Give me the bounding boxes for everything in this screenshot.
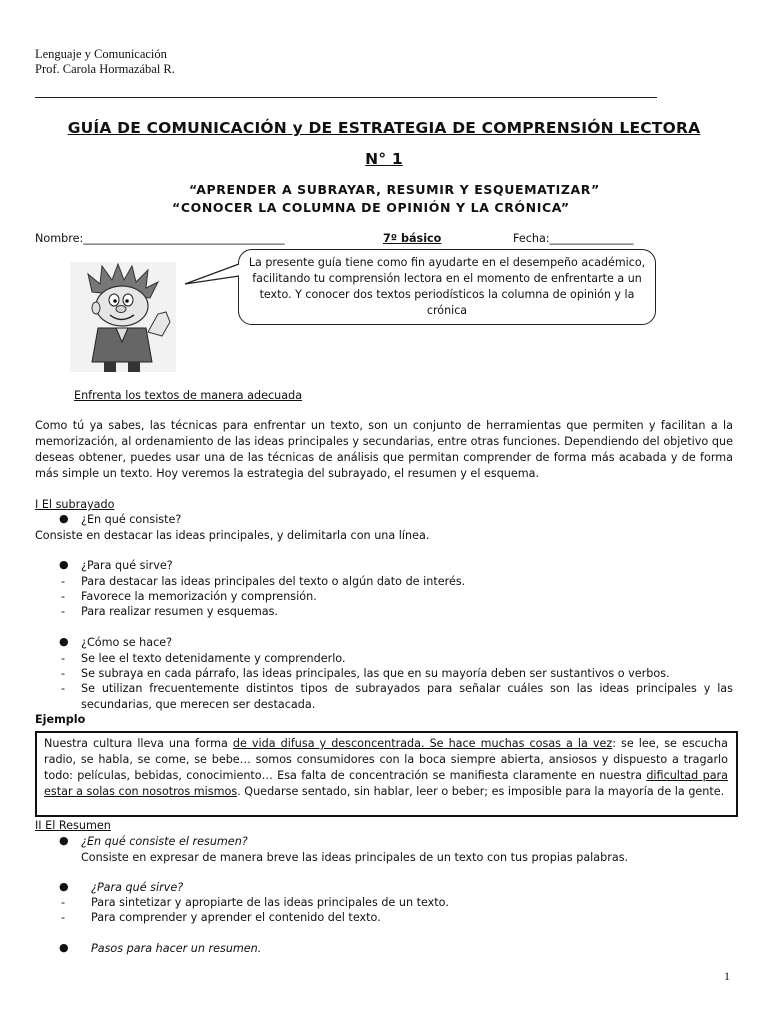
s1-use-2: Favorece la memorización y comprensión. xyxy=(81,590,317,603)
section-1-heading: I El subrayado xyxy=(35,498,115,511)
guide-number: N° 1 xyxy=(365,150,403,168)
underlined-phrase-2: dificultad para estar a solas con nosotros mismos xyxy=(44,769,728,798)
s2-question-1: ¿En qué consiste el resumen? xyxy=(81,835,248,848)
subtitle-2: “CONOCER LA COLUMNA DE OPINIÓN Y LA CRÓNICA” xyxy=(172,200,570,215)
name-field-label: Nombre:____________________________________ xyxy=(35,232,285,245)
s1-use-3: Para realizar resumen y esquemas. xyxy=(81,605,278,618)
bullet-icon: ● xyxy=(59,834,69,847)
s1-question-3: ¿Cómo se hace? xyxy=(81,636,173,649)
bullet-icon: ● xyxy=(59,512,69,525)
teacher-line: Prof. Carola Hormazábal R. xyxy=(35,62,175,76)
s2-question-2: ¿Para qué sirve? xyxy=(91,881,184,894)
speech-bubble-text: La presente guía tiene como fin ayudarte en el desempeño académico, facilitando tu comprensión lectora en el momento de enfrentarte a un texto. Y conocer dos textos periodísticos la columna de opinión y la crónica xyxy=(248,256,646,317)
cartoon-boy-illustration xyxy=(70,262,176,372)
s1-step-3: Se utilizan frecuentemente distintos tipos de subrayados para señalar cuáles son las ideas principales y las secundarias, que merecen ser destacada. xyxy=(81,682,733,711)
dash-icon: - xyxy=(61,605,66,618)
s2-answer-1: Consiste en expresar de manera breve las ideas principales de un texto con tus propias palabras. xyxy=(81,851,629,864)
s2-use-1: Para sintetizar y apropiarte de las ideas principales de un texto. xyxy=(91,896,449,909)
dash-icon: - xyxy=(61,575,66,588)
grade-label: 7º básico xyxy=(383,232,442,245)
dash-icon: - xyxy=(61,667,66,680)
subtitle-1: “APRENDER A SUBRAYAR, RESUMIR Y ESQUEMATIZAR” xyxy=(189,182,600,197)
s2-question-3: Pasos para hacer un resumen. xyxy=(91,942,262,955)
page-number: 1 xyxy=(724,969,730,983)
s1-question-1: ¿En qué consiste? xyxy=(81,513,182,526)
date-field-label: Fecha:_______________ xyxy=(513,232,634,245)
example-text: Nuestra cultura lleva una forma de vida difusa y desconcentrada. Se hace muchas cosas a la vez: se lee, se escucha radio, se habla, se come, se bebe… somos consumidores con la boca siempre abierta, ansiosos y dispuesto a tragarlo todo: películas, bebidas, conocimiento… Esa falta de concentración se manifiesta claramente en nuestra dificultad para estar a solas con nosotros mismos. Quedarse sentado, sin hablar, leer o beber; es imposible para la mayoría de la gente. xyxy=(44,737,728,798)
section-2-heading: II El Resumen xyxy=(35,819,111,832)
bullet-icon: ● xyxy=(59,941,69,954)
dash-icon: - xyxy=(61,911,66,924)
s1-answer-1: Consiste en destacar las ideas principales, y delimitarla con una línea. xyxy=(35,529,430,542)
s1-question-2: ¿Para qué sirve? xyxy=(81,559,173,572)
dash-icon: - xyxy=(61,590,66,603)
underlined-phrase-1: de vida difusa y desconcentrada. Se hace muchas cosas a la vez xyxy=(232,737,613,750)
example-label: Ejemplo xyxy=(35,713,86,726)
intro-heading: Enfrenta los textos de manera adecuada xyxy=(74,389,303,402)
bullet-icon: ● xyxy=(59,880,69,893)
dash-icon: - xyxy=(61,896,66,909)
header-divider xyxy=(35,97,657,98)
page-title: GUÍA DE COMUNICACIÓN y DE ESTRATEGIA DE COMPRENSIÓN LECTORA xyxy=(67,119,701,137)
s1-step-2: Se subraya en cada párrafo, las ideas principales, las que en su mayoría deben ser sustantivos o verbos. xyxy=(81,667,670,680)
s1-use-1: Para destacar las ideas principales del texto o algún dato de interés. xyxy=(81,575,466,588)
bullet-icon: ● xyxy=(59,635,69,648)
speech-bubble-tail xyxy=(183,262,243,288)
dash-icon: - xyxy=(61,652,66,665)
intro-paragraph: Como tú ya sabes, las técnicas para enfrentar un texto, son un conjunto de herramientas que permiten y facilitan a la memorización, al ordenamiento de las ideas principales y secundarias, entre otras funciones. Dependiendo del objetivo que deseas obtener, puedes usar una de las técnicas de análisis que permitan comprender de forma más acabada y de forma más simple un texto. Hoy veremos la estrategia del subrayado, el resumen y el esquema. xyxy=(35,419,733,480)
dash-icon: - xyxy=(61,682,66,695)
s2-use-2: Para comprender y aprender el contenido del texto. xyxy=(91,911,381,924)
bullet-icon: ● xyxy=(59,558,69,571)
subject-line: Lenguaje y Comunicación xyxy=(35,47,167,61)
s1-step-1: Se lee el texto detenidamente y comprenderlo. xyxy=(81,652,346,665)
